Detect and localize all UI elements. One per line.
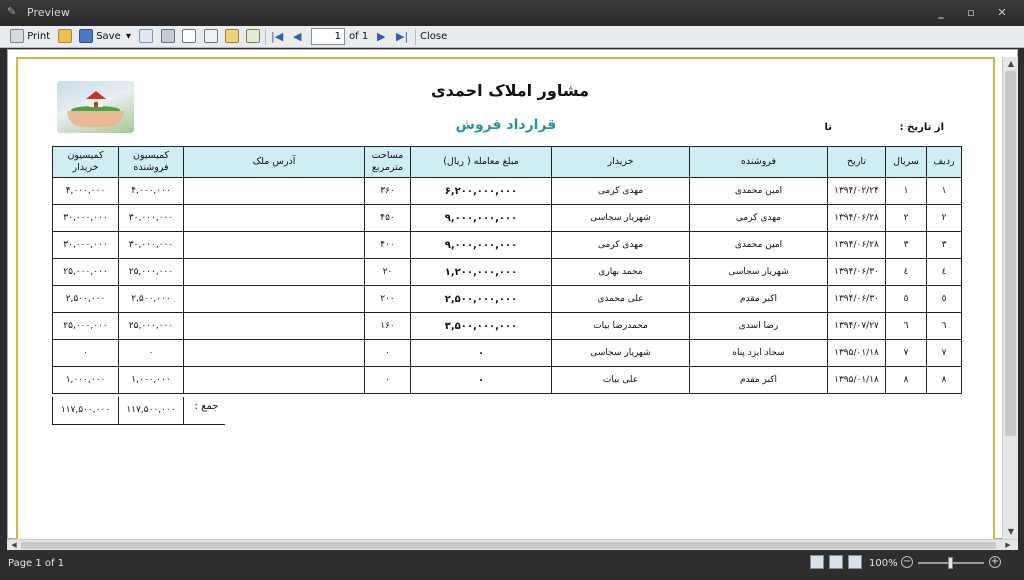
vertical-scroll-thumb[interactable]	[1005, 71, 1016, 436]
column-header: فروشنده	[690, 147, 828, 178]
printer-icon	[10, 29, 24, 43]
table-cell	[184, 178, 365, 205]
fullscreen-button[interactable]	[246, 29, 260, 45]
table-cell: ۲	[886, 205, 927, 232]
print-label: Print	[27, 31, 51, 42]
edit-page-icon	[204, 29, 218, 43]
table-cell	[184, 340, 365, 367]
table-cell: ۳۶۰	[365, 178, 411, 205]
table-cell: ۳	[886, 232, 927, 259]
scroll-up-icon[interactable]: ▲	[1007, 59, 1015, 68]
table-cell: ۳	[927, 232, 962, 259]
zoom-slider[interactable]	[918, 562, 984, 564]
edit-button[interactable]	[204, 29, 218, 45]
table-cell: ۷	[886, 340, 927, 367]
prev-page-icon: ◀	[293, 30, 302, 43]
table-cell: محمدرضا بیات	[552, 313, 690, 340]
column-header: کمیسیون خریدار	[53, 147, 119, 178]
status-bar	[0, 550, 1024, 580]
table-cell: ۱۳۹۴/۰۷/۲۷	[828, 313, 886, 340]
design-icon	[225, 29, 239, 43]
sum-seller-commission: ۱۱۷,۵۰۰,۰۰۰	[119, 397, 184, 424]
open-button[interactable]	[58, 29, 72, 45]
table-row	[53, 205, 962, 232]
close-window-button[interactable]: ✕	[997, 6, 1007, 19]
table-cell: ۰	[411, 367, 552, 394]
table-cell: ۹,۰۰۰,۰۰۰,۰۰۰	[411, 205, 552, 232]
table-row	[53, 178, 962, 205]
column-header: سریال	[886, 147, 927, 178]
save-button[interactable]	[79, 29, 121, 45]
table-cell: ۰	[411, 340, 552, 367]
scroll-right-icon[interactable]: ▶	[1005, 541, 1011, 549]
table-cell: محمد بهاری	[552, 259, 690, 286]
table-cell: مهدی کرمی	[690, 205, 828, 232]
scroll-left-icon[interactable]: ◀	[11, 541, 17, 549]
page-status: Page 1 of 1	[8, 558, 65, 569]
table-cell: ۲۵,۰۰۰,۰۰۰	[53, 313, 119, 340]
table-cell: ۱۳۹۴/۰۶/۲۸	[828, 232, 886, 259]
binoculars-icon	[161, 29, 175, 43]
table-row	[53, 313, 962, 340]
table-cell: ۲,۵۰۰,۰۰۰	[119, 286, 184, 313]
continuous-view-button[interactable]	[829, 555, 843, 569]
table-cell: ۴۵۰	[365, 205, 411, 232]
folder-open-icon	[58, 29, 72, 43]
table-cell: مهدی کرمی	[552, 178, 690, 205]
column-header: خریدار	[552, 147, 690, 178]
table-cell: ۱,۰۰۰,۰۰۰	[119, 367, 184, 394]
zoom-in-icon[interactable]: +	[990, 556, 1000, 567]
email-button[interactable]	[139, 29, 153, 45]
minimize-button[interactable]: _	[938, 6, 944, 19]
horizontal-scroll-thumb[interactable]	[21, 542, 996, 549]
table-cell: ۲۵,۰۰۰,۰۰۰	[119, 313, 184, 340]
title-bar	[0, 0, 1024, 26]
table-cell: امین محمدی	[690, 232, 828, 259]
design-button[interactable]	[225, 29, 239, 45]
app-icon: ✎	[7, 5, 17, 18]
table-cell: ۹,۰۰۰,۰۰۰,۰۰۰	[411, 232, 552, 259]
table-cell: ۲۰	[365, 259, 411, 286]
table-cell	[184, 232, 365, 259]
zoom-slider-knob[interactable]	[948, 557, 953, 569]
save-dropdown[interactable]	[126, 29, 131, 45]
table-cell: امین محمدی	[690, 178, 828, 205]
next-page-button[interactable]	[377, 29, 385, 45]
table-cell: ٤	[927, 259, 962, 286]
table-cell	[184, 259, 365, 286]
toolbar	[0, 26, 1024, 48]
table-header-row	[53, 147, 962, 178]
table-cell: ۰	[53, 340, 119, 367]
print-button[interactable]	[10, 29, 50, 45]
contracts-table	[52, 146, 962, 394]
chevron-down-icon: ▾	[126, 31, 132, 42]
table-cell: علی محمدی	[552, 286, 690, 313]
table-cell: ۰	[365, 340, 411, 367]
totals-row	[53, 397, 822, 424]
table-cell: ٥	[927, 286, 962, 313]
scroll-down-icon[interactable]: ▼	[1007, 527, 1015, 536]
table-cell: شهریار سجاسی	[552, 205, 690, 232]
table-row	[53, 259, 962, 286]
fullscreen-icon	[246, 29, 260, 43]
table-cell: ۱,۲۰۰,۰۰۰,۰۰۰	[411, 259, 552, 286]
hands-shape	[67, 111, 124, 127]
page-number-input[interactable]: 1	[311, 28, 345, 45]
sum-label: جمع :	[184, 397, 225, 424]
horizontal-scrollbar[interactable]	[7, 539, 1018, 550]
table-cell: ۳۰,۰۰۰,۰۰۰	[119, 232, 184, 259]
table-cell: ۴۰۰	[365, 232, 411, 259]
sum-buyer-commission: ۱۱۷,۵۰۰,۰۰۰	[53, 397, 119, 424]
table-cell: ۲۰۰	[365, 286, 411, 313]
date-to-label: تا	[824, 122, 832, 133]
report-title: مشاور املاک احمدی	[430, 81, 590, 100]
table-row	[53, 232, 962, 259]
last-page-button[interactable]	[396, 29, 408, 45]
table-row	[53, 367, 962, 394]
table-cell: ۳۰,۰۰۰,۰۰۰	[119, 205, 184, 232]
save-icon	[79, 29, 93, 43]
toolbar-separator	[415, 29, 416, 45]
table-cell: ۸	[927, 367, 962, 394]
table-cell: ۲,۵۰۰,۰۰۰,۰۰۰	[411, 286, 552, 313]
table-cell: ۶,۲۰۰,۰۰۰,۰۰۰	[411, 178, 552, 205]
agency-logo	[57, 81, 134, 133]
zoom-out-icon[interactable]: −	[902, 556, 912, 567]
table-cell: ۱	[927, 178, 962, 205]
table-cell: ۱۳۹۴/۰۶/۳۰	[828, 259, 886, 286]
first-page-icon: |◀	[271, 30, 284, 43]
table-cell: ۲۵,۰۰۰,۰۰۰	[119, 259, 184, 286]
multi-page-view-button[interactable]	[848, 555, 862, 569]
table-cell: ۱۳۹۵/۰۱/۱۸	[828, 367, 886, 394]
column-header: تاریخ	[828, 147, 886, 178]
table-cell: ۱۶۰	[365, 313, 411, 340]
house-icon	[84, 90, 108, 108]
table-cell	[184, 286, 365, 313]
vertical-scrollbar[interactable]	[1002, 57, 1018, 539]
table-cell	[184, 205, 365, 232]
table-cell: رضا اسدی	[690, 313, 828, 340]
zoom-level: 100%	[869, 558, 898, 569]
table-cell: ۳,۵۰۰,۰۰۰,۰۰۰	[411, 313, 552, 340]
table-cell: ۴,۰۰۰,۰۰۰	[119, 178, 184, 205]
table-cell: سجاد ایزد پناه	[690, 340, 828, 367]
column-header: کمیسیون فروشنده	[119, 147, 184, 178]
column-header: ردیف	[927, 147, 962, 178]
table-cell: ۴,۰۰۰,۰۰۰	[53, 178, 119, 205]
table-cell: اکبر مقدم	[690, 286, 828, 313]
table-cell: ۱۳۹۴/۰۲/۲۴	[828, 178, 886, 205]
table-cell: ۷	[927, 340, 962, 367]
table-cell: ۱,۰۰۰,۰۰۰	[53, 367, 119, 394]
page-icon	[182, 29, 196, 43]
table-cell: ۲۵,۰۰۰,۰۰۰	[53, 259, 119, 286]
find-button[interactable]	[161, 29, 175, 45]
table-cell: ۲,۵۰۰,۰۰۰	[53, 286, 119, 313]
table-cell: ۲	[927, 205, 962, 232]
column-header: مساحت مترمربع	[365, 147, 411, 178]
table-cell: ۳۰,۰۰۰,۰۰۰	[53, 232, 119, 259]
totals-table	[52, 397, 822, 425]
toolbar-separator	[265, 29, 266, 45]
save-label: Save	[96, 31, 121, 42]
table-cell: ۳۰,۰۰۰,۰۰۰	[53, 205, 119, 232]
table-cell: علی بیات	[552, 367, 690, 394]
date-from-label: از تاریخ :	[899, 122, 944, 133]
last-page-icon: ▶|	[396, 30, 409, 43]
window-title: Preview	[27, 6, 70, 19]
table-cell: شهریار سجاسی	[552, 340, 690, 367]
table-cell: ۱۳۹۴/۰۶/۳۰	[828, 286, 886, 313]
prev-page-button[interactable]	[293, 29, 301, 45]
envelope-icon	[139, 29, 153, 43]
first-page-button[interactable]	[271, 29, 283, 45]
table-cell: اکبر مقدم	[690, 367, 828, 394]
table-cell: ٥	[886, 286, 927, 313]
page-count: of 1	[349, 31, 369, 42]
table-row	[53, 286, 962, 313]
table-cell	[184, 367, 365, 394]
table-cell: ٦	[927, 313, 962, 340]
column-header: آدرس ملک	[184, 147, 365, 178]
single-page-view-button[interactable]	[810, 555, 824, 569]
maximize-button[interactable]: ▫	[967, 6, 975, 19]
table-cell: ۱۳۹۵/۰۱/۱۸	[828, 340, 886, 367]
table-cell: ۱	[886, 178, 927, 205]
table-cell: ٦	[886, 313, 927, 340]
next-page-icon: ▶	[377, 30, 386, 43]
table-cell: ۸	[886, 367, 927, 394]
table-cell: مهدی کرمی	[552, 232, 690, 259]
table-cell: شهریار سجاسی	[690, 259, 828, 286]
table-cell	[184, 313, 365, 340]
table-cell: ۰	[119, 340, 184, 367]
table-cell: ۰	[365, 367, 411, 394]
table-cell: ۱۳۹۴/۰۶/۲۸	[828, 205, 886, 232]
table-row	[53, 340, 962, 367]
report-subtitle: قرارداد فروش	[455, 117, 557, 133]
close-button[interactable]: Close	[420, 31, 448, 42]
table-cell: ٤	[886, 259, 927, 286]
page-setup-button[interactable]	[182, 29, 196, 45]
column-header: مبلغ معامله ( ریال)	[411, 147, 552, 178]
